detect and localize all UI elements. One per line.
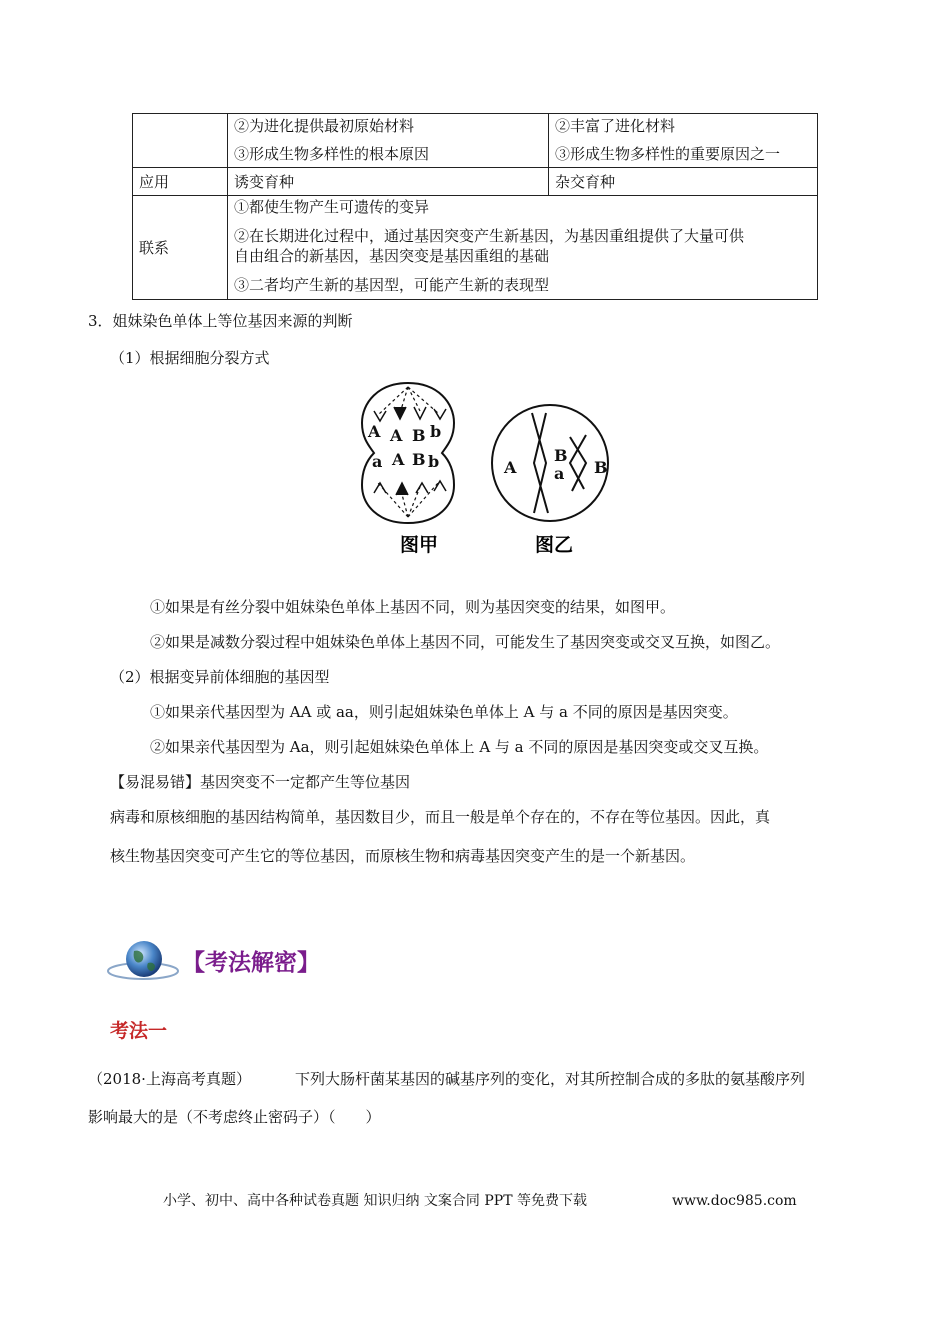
- section-title: 3．姐妹染色单体上等位基因来源的判断: [88, 312, 353, 330]
- paragraph: 核生物基因突变可产生它的等位基因，而原核生物和病毒基因突变产生的是一个新基因。: [110, 847, 696, 865]
- gene-label: b: [428, 452, 440, 471]
- gene-label: a: [372, 452, 383, 471]
- section-heading: 【考法解密】: [182, 950, 320, 976]
- gene-label: B: [412, 450, 426, 469]
- table-row: [133, 168, 818, 196]
- table-row: [133, 114, 818, 168]
- gene-label: A: [392, 450, 405, 469]
- gene-label: B: [594, 458, 608, 477]
- gene-label: B: [554, 446, 568, 465]
- cell-text: 自由组合的新基因，基因突变是基因重组的基础: [234, 247, 550, 265]
- subsection-title: （1）根据细胞分裂方式: [110, 349, 270, 367]
- gene-label: b: [430, 422, 442, 441]
- question-text: 下列大肠杆菌某基因的碱基序列的变化，对其所控制合成的多肽的氨基酸序列: [295, 1070, 806, 1088]
- cell-text: ②为进化提供最初原始材料: [234, 117, 415, 135]
- subsection-title: （2）根据变异前体细胞的基因型: [110, 668, 330, 686]
- gene-label: A: [390, 426, 403, 445]
- figure-caption-yi: 图乙: [535, 534, 574, 556]
- figure-caption-jia: 图甲: [400, 534, 439, 556]
- tip-heading: 【易混易错】基因突变不一定都产生等位基因: [110, 773, 411, 791]
- comparison-table: [132, 113, 818, 300]
- cell-text: 诱变育种: [228, 168, 549, 196]
- paragraph: ②如果是减数分裂过程中姐妹染色单体上基因不同，可能发生了基因突变或交叉互换，如图乙。: [150, 633, 781, 651]
- cell-text: ②丰富了进化材料: [555, 117, 676, 135]
- question-source: （2018·上海高考真题）: [88, 1070, 251, 1088]
- cell-text: ①都使生物产生可遗传的变异: [234, 198, 430, 216]
- cell-text: ③形成生物多样性的根本原因: [234, 145, 430, 163]
- cell-division-figure: [350, 375, 620, 560]
- row-label: [133, 114, 228, 168]
- gene-label: A: [368, 422, 381, 441]
- paragraph: ①如果是有丝分裂中姐妹染色单体上基因不同，则为基因突变的结果，如图甲。: [150, 598, 676, 616]
- gene-label: B: [412, 426, 426, 445]
- paragraph: 病毒和原核细胞的基因结构简单，基因数目少，而且一般是单个存在的，不存在等位基因。因此，真: [110, 808, 771, 826]
- row-label: 应用: [133, 168, 228, 196]
- footer-link[interactable]: www.doc985.com: [672, 1193, 797, 1209]
- cell-text: ②在长期进化过程中，通过基因突变产生新基因，为基因重组提供了大量可供: [234, 227, 745, 245]
- question-text: 影响最大的是（不考虑终止密码子）（ ）: [88, 1108, 381, 1126]
- cell-text: ③形成生物多样性的重要原因之一: [555, 145, 781, 163]
- footer-text: 小学、初中、高中各种试卷真题 知识归纳 文案合同 PPT 等免费下载: [163, 1193, 587, 1209]
- cell-text: 杂交育种: [549, 168, 818, 196]
- table-row: [133, 196, 818, 300]
- kaofa-subheading: 考法一: [110, 1020, 168, 1042]
- gene-label: a: [554, 464, 565, 483]
- paragraph: ①如果亲代基因型为 AA 或 aa，则引起姐妹染色单体上 A 与 a 不同的原因是基因突变。: [150, 703, 738, 721]
- globe-icon: [106, 937, 180, 983]
- paragraph: ②如果亲代基因型为 Aa，则引起姐妹染色单体上 A 与 a 不同的原因是基因突变或交叉互换。: [150, 738, 769, 756]
- gene-label: A: [504, 458, 517, 477]
- cell-text: ③二者均产生新的基因型，可能产生新的表现型: [234, 276, 550, 294]
- row-label: 联系: [133, 196, 228, 300]
